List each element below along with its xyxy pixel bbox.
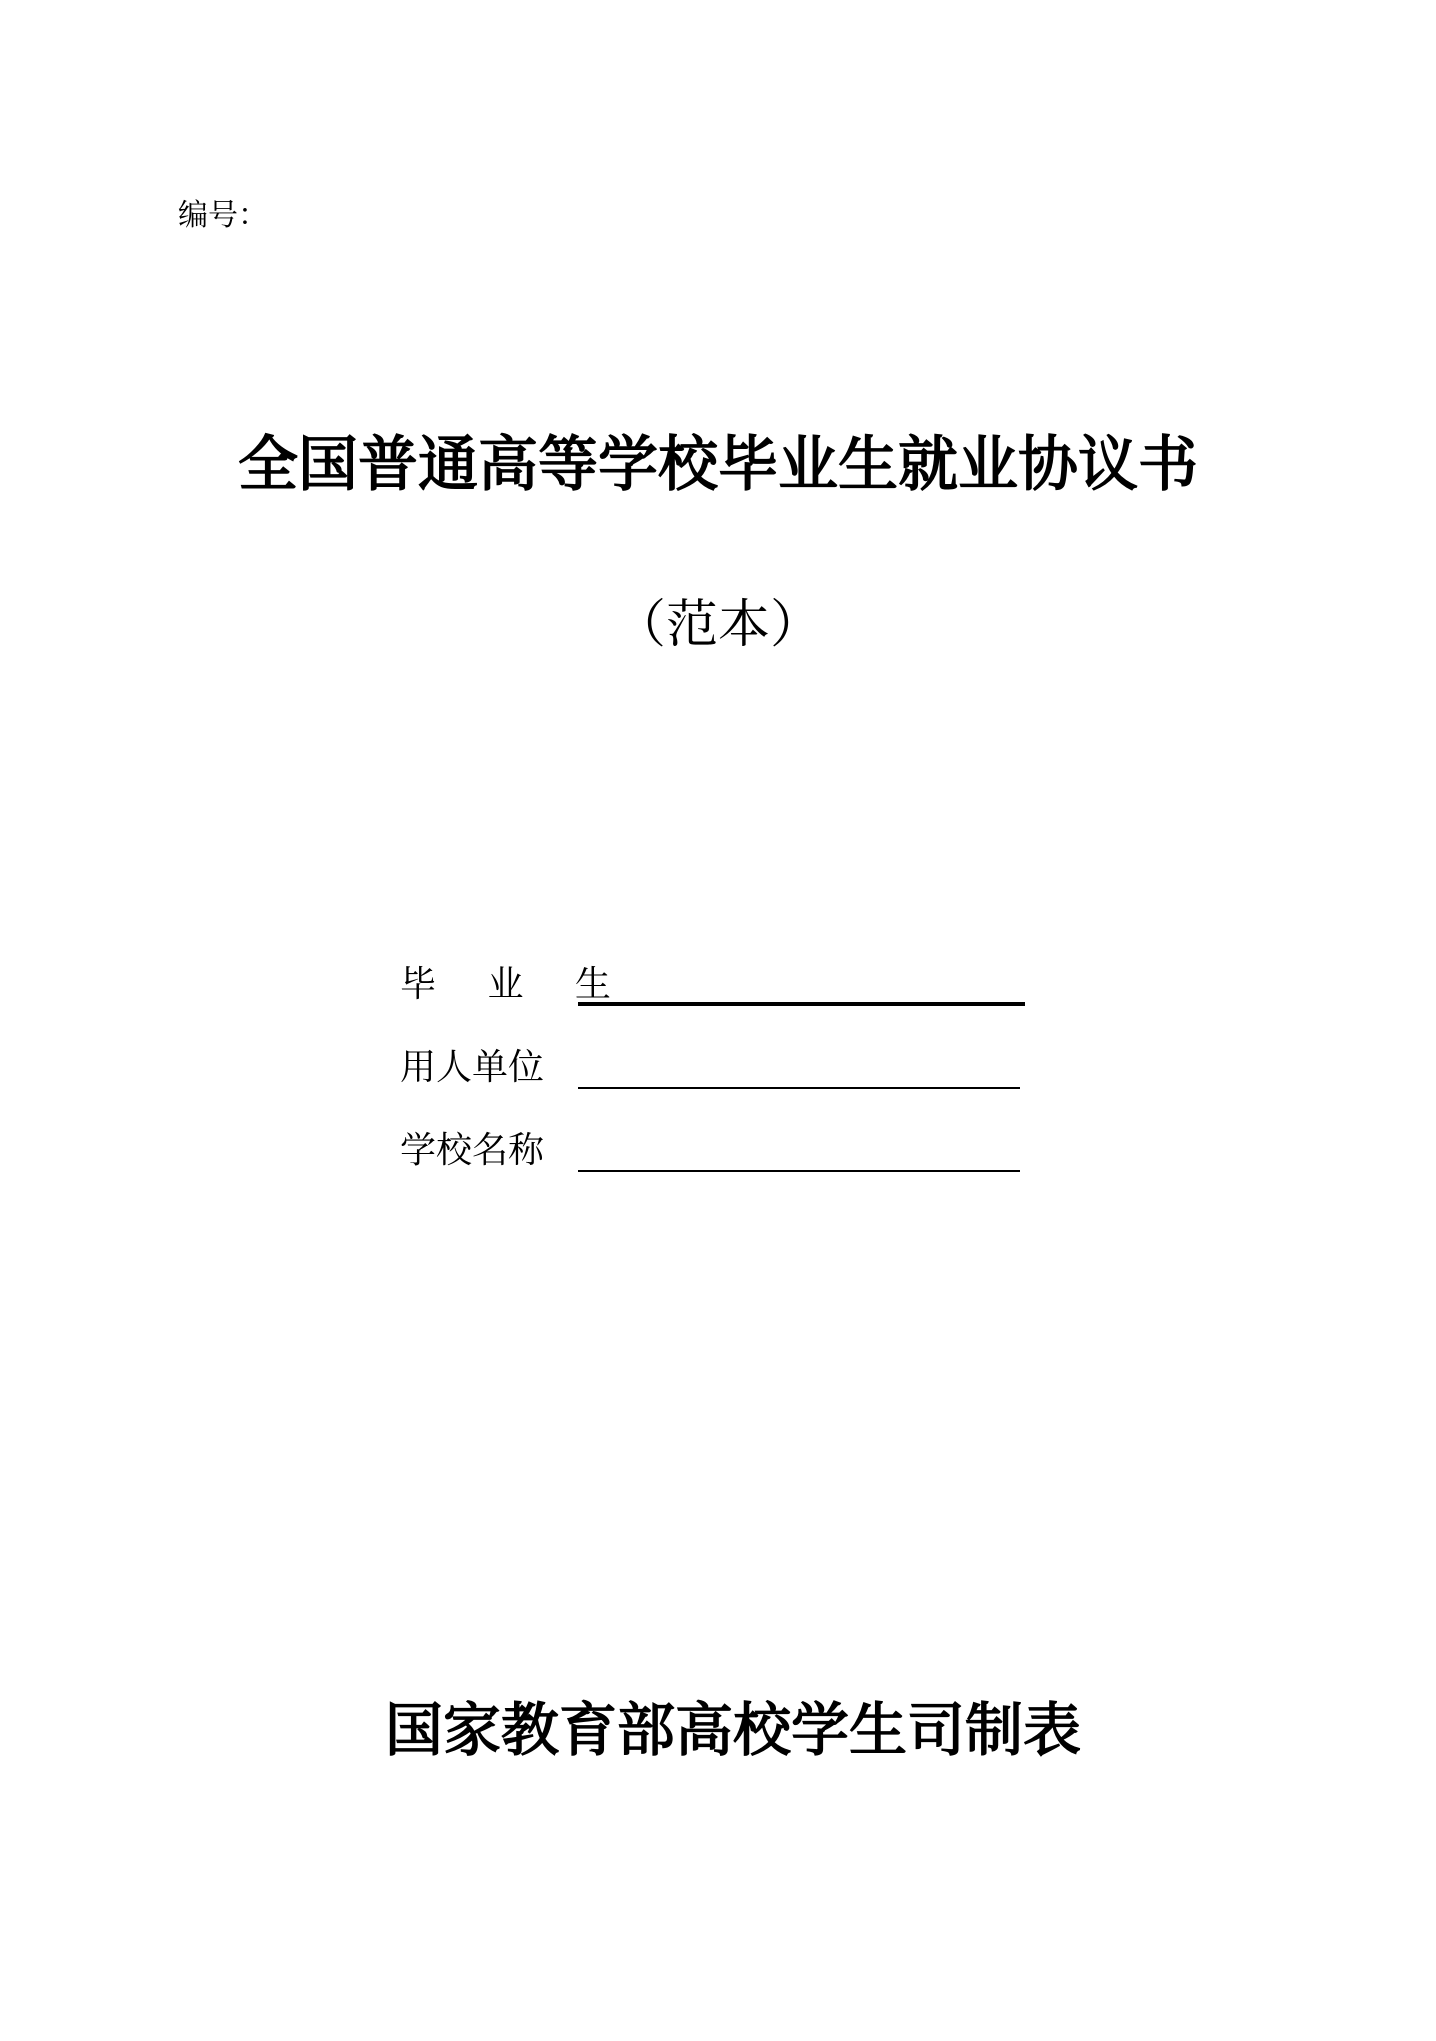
school-name-field-row (400, 1126, 1020, 1176)
issuer-footer: 国家教育部高校学生司制表 (384, 1696, 1081, 1764)
graduate-field-line[interactable] (578, 962, 1025, 1006)
document-subtitle: （范本） (613, 595, 822, 655)
document-title: 全国普通高等学校毕业生就业协议书 (238, 430, 1198, 500)
employer-field-label: 用人单位 (400, 1047, 545, 1088)
employer-field-line[interactable] (578, 1047, 1020, 1089)
graduate-field-row (400, 960, 1025, 1010)
school-name-field-label: 学校名称 (400, 1130, 545, 1171)
employer-field-row (400, 1043, 1020, 1093)
graduate-field-label: 毕 业 生 (400, 964, 631, 1005)
document-number-label: 编号： (178, 198, 268, 233)
school-name-field-line[interactable] (578, 1130, 1020, 1172)
